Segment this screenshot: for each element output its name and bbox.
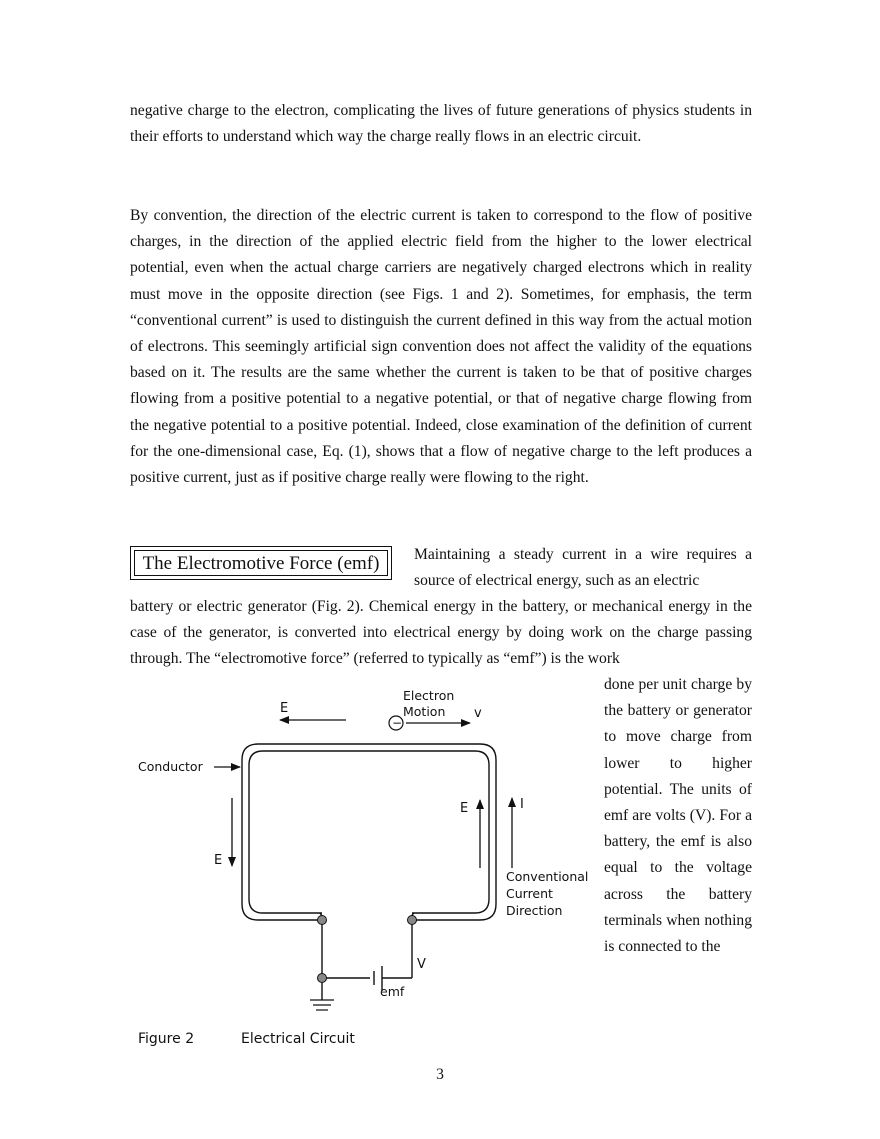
circuit-diagram [130, 680, 600, 1050]
label-v-battery: V [417, 957, 426, 972]
page-number: 3 [436, 1066, 444, 1083]
paragraph-conventional-current: By convention, the direction of the electric current is taken to correspond to the flow of positive charges, in the direction of the applied electric field from the higher to the lower electrical potential, even when the actual charge carriers are negatively charged electrons which in reality must move in the opposite direction (see Figs. 1 and 2). Sometimes, for emphasis, the term “conventional current” is used to distinguish the current defined in this way from the actual motion of electrons. This seemingly artificial sign convention does not affect the validity of the equations based on it. The results are the same whether the current is taken to be that of positive charges flowing from a positive potential to a negative potential, or that of negative charge flowing from the negative potential to a positive potential. Indeed, close examination of the definition of current for the one-dimensional case, Eq. (1), shows that a flow of negative charge to the left produces a positive current, just as if positive charge really were flowing to the right. [130, 207, 752, 487]
label-emf: emf [380, 984, 405, 999]
label-conv-1: Conventional [506, 869, 589, 884]
label-electron-2: Motion [403, 704, 446, 719]
ground-junction-dot [318, 974, 327, 983]
paragraph-emf-part-3: done per unit charge by the battery or generator to move charge from lower to higher potential. The units of emf are volts (V). For a battery, the emf is also equal to the voltage across the battery terminals when nothing is connected to the [604, 676, 752, 956]
label-e-left: E [214, 853, 223, 868]
label-conv-3: Direction [506, 903, 563, 918]
label-v-top: v [474, 706, 482, 721]
paragraph-emf-part-1: Maintaining a steady current in a wire requires a source of electrical energy, such as an electric [414, 546, 752, 590]
section-heading: The Electromotive Force (emf) [134, 550, 388, 576]
label-electron-1: Electron [403, 688, 455, 703]
label-e-inner: E [460, 801, 469, 816]
terminal-right-dot [408, 916, 417, 925]
terminal-left-dot [318, 916, 327, 925]
electron-symbol: − [392, 716, 403, 730]
paragraph-emf-part-2: battery or electric generator (Fig. 2). Chemical energy in the battery, or mechanical energy in the case of the generator, is converted into electrical energy by doing work on the charge passing through. The “electromotive force” (referred to typically as “emf”) is the work [130, 598, 752, 668]
conductor-inner [249, 751, 489, 913]
figure-caption-title: Electrical Circuit [241, 1031, 355, 1047]
conductor-outer [242, 744, 496, 920]
label-e-top: E [280, 701, 289, 716]
label-i: I [520, 797, 524, 812]
label-conv-2: Current [506, 886, 553, 901]
label-conductor: Conductor [138, 759, 203, 774]
section-heading-box [130, 546, 392, 580]
figure-caption-number: Figure 2 [138, 1031, 195, 1047]
paragraph-intro-continuation: negative charge to the electron, complicating the lives of future generations of physics students in their efforts to understand which way the charge really flows in an electric circuit. [130, 102, 752, 146]
